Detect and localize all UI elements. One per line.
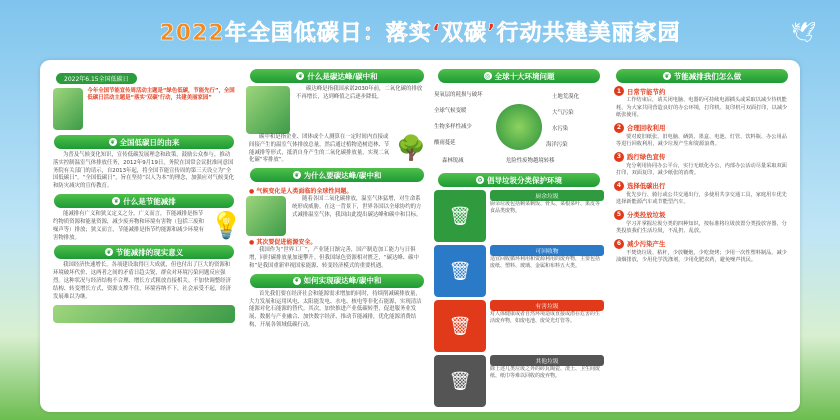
heading-carbon: ❦ 什么是碳达峰/碳中和	[250, 69, 424, 83]
reason-1: ● 气候变化是人类面临的全球性问题。	[249, 188, 353, 196]
issue-item: 大气污染	[552, 110, 574, 116]
issues-diagram	[434, 86, 604, 170]
tree-icon: 🌳	[396, 134, 426, 162]
heading-how: ❦ 如何实现碳达峰/碳中和	[250, 274, 424, 288]
heading-significance: ❦ 节能减排的现实意义	[54, 245, 234, 259]
issue-item: 生物多样性减少	[434, 124, 472, 130]
recycle-icon: ♻	[477, 176, 483, 184]
tip-6: 6 减少污染产生 不焚烧垃圾、秸秆，少放鞭炮，少吃烧烤；少用一次性塑料制品，减少油烟排放，少用化学洗涤剂，少用化肥农药，避免噪声扰民。	[616, 240, 787, 264]
issue-item: 土地荒漠化	[552, 94, 579, 100]
origin-text: 为普及气候变化知识，宣传低碳发展理念和政策，鼓励公众参与，推动落实控制温室气体排放任务，2012年9月19日，务院在国常会议批准同意国务院有关部门的请示，自2013年起，将全国节能宣传周的第三天设立为“全国低碳日”。“全国低碳日”，旨在坚持“以人为本”的理念，加强应对气候变化和防灾减灾的宣传教育。	[53, 152, 235, 190]
page-title: 2022年全国低碳日：落实‘双碳’行动共建美丽家园	[159, 21, 681, 46]
bin-other: 🗑 其他垃圾 除上述几类垃圾之外的砖瓦陶瓷、渣土、卫生间废纸、纸巾等难以回收的废弃物。	[434, 355, 604, 407]
neutral-text: 碳中和是指企业、团体或个人测算在一定时间内直接或间接产生的温室气体排放总量，然后通过植物造树造林、节能减排等形式，抵消自身产生的二氧化碳排放量，实现二氧化碳“零排放”。	[249, 134, 390, 164]
earth-illustration	[53, 88, 83, 130]
issue-item: 全球气候变暖	[434, 108, 467, 114]
theme-intro: 今年全国节能宣传周活动主题是“绿色低碳，节能先行”，全国低碳日活动主题是“落实‘双碳’行动，共建美丽家园”	[87, 88, 235, 102]
city-illustration	[53, 305, 235, 323]
leaf-icon: ❦	[113, 197, 119, 205]
issue-item: 海洋污染	[546, 142, 568, 148]
issue-item: 酸雨蔓延	[434, 140, 456, 146]
issue-item: 森林锐减	[442, 158, 464, 164]
reason-2-text: 我国作为“世界工厂”，产业链日渐完善，国产制造加工能力与日俱增，同时碳排放量加速攀升。但我国绿色资源相对匮乏，“碳达峰、碳中和”是我国重新审视国家能源、转变经济模式的重要机遇。	[249, 247, 419, 269]
tip-2: 2 合理回收利用 要对废旧纸张、旧电脑、硒鼓、墨盒、电池、灯管、饮料瓶、办公用品等进行回收利用，减少垃圾产生和资源浪费。	[616, 124, 787, 148]
heading-sorting: ♻ 倡导垃圾分类保护环境	[438, 173, 600, 187]
leaf-icon: ❦	[294, 171, 300, 179]
leaf-icon: ❦	[106, 248, 112, 256]
column-3	[434, 66, 604, 406]
dove-icon: 🕊	[790, 20, 816, 44]
issue-item: 水污染	[552, 126, 569, 132]
heading-global-issues: ◎ 全球十大环境问题	[438, 69, 600, 83]
peak-text: 碳达峰是指我国承诺2030年前，二氧化碳的排放不再增长，达到峰值之后逐步降低。	[296, 86, 423, 100]
column-2	[246, 66, 428, 406]
leaf-icon: ❦	[109, 138, 116, 146]
leaf-icon: ❦	[297, 72, 303, 80]
heading-energy-saving: ❦ 什么是节能减排	[54, 194, 234, 208]
heading-what-to-do: ❦ 节能减排我们怎么做	[616, 69, 788, 83]
bin-icon: 🗑	[434, 190, 486, 242]
how-text: 首先我们要在经济社会和能源需求增加的同时，持续削减碳排放量，大力发展和运用风电、太阳能发电、水电、核电等非化石能源，实现清洁能源对化石能源的替代。其次，加快推进产业低碳转型，促进服务业发展、数据与产业融合、加快数字经济、推动节能减排，优化能源消费结构，开展各领域低碳行动。	[249, 290, 422, 329]
factory-illustration	[246, 86, 290, 134]
tip-4: 4 选择低碳出行 优先步行、骑行或公共交通出行，多使用共享交通工具，家庭用车优先选择新能源汽车或节能型汽车。	[616, 182, 787, 206]
issue-item: 臭氧层的耗损与破坏	[434, 92, 483, 98]
poster-board	[40, 60, 800, 412]
globe-icon: ◎	[484, 72, 491, 80]
bin-icon: 🗑	[434, 355, 486, 407]
significance-text: 我国经济快速增长，各项建设取得巨大成就，但也付出了巨大的资源和环境破坏代价，这两者之间的矛盾日趋尖锐，群众对环境污染问题反应强烈。这种状况与经济结构不合理、增长方式粗放直接相关。不加快调整经济结构、转变增长方式，资源支撑不住，环境容纳不下，社会承受不起，经济发展难以为继。	[53, 262, 231, 300]
tip-3: 3 践行绿色宣传 充分利用协同办公平台，实行无纸化办公，内部办公活动尽量采取双面打印，双面复印，减少纸张的消费。	[616, 153, 787, 177]
reason-2: ● 其次要促进能源安全。	[249, 239, 317, 247]
reason-1-text: 随着各国二氧化碳排放，温室气体猛增，对生命系统形成威胁。在这一背景下，世界各国以全球协约的方式减排温室气体，我国由此提出碳达峰和碳中和目标。	[292, 196, 422, 218]
earth-icon	[246, 196, 286, 236]
tip-5: 5 分类投放垃圾 学习并掌握垃圾分类的四种知识，按标准将垃圾放置分类投放容器，分类投放我们生活垃圾，不乱扔、乱放。	[616, 211, 787, 235]
leaf-icon: ❦	[294, 277, 300, 285]
issue-item: 危险性废物越境转移	[506, 158, 555, 164]
bulb-icon: 💡	[210, 211, 243, 242]
energy-saving-text: 能减排有广义和狭义定义之分，广义而言，节能减排是指节约物质资源和能量资源，减少废弃物和环境有害物（包括三废和噪声等）排放；狭义而言，节能减排是指节约能源和减少环境有害物排放。	[53, 211, 204, 241]
heading-origin: ❦ 全国低碳日的由来	[54, 135, 234, 149]
date-badge: 2022年6.15全国低碳日	[56, 73, 137, 84]
heading-why: ❦ 为什么要碳达峰/碳中和	[250, 168, 424, 182]
earth-hub-icon	[496, 104, 542, 150]
leaf-icon: ❦	[664, 72, 670, 80]
bin-kitchen: 🗑 厨余垃圾 厨余垃圾包括剩菜剩饭、骨头、菜根菜叶、果皮等食品类废物。	[434, 190, 604, 242]
column-4	[612, 66, 792, 406]
bin-icon: 🗑	[434, 245, 486, 297]
bin-icon: 🗑	[434, 300, 486, 352]
tip-1: 1 日常节能节约 工作结束后，请关闭电脑、电器的可持续电源插头或采取以减少待机能耗，为大家共同营造良好的办公环境，打印机、复印机可双面打印，以减少纸张使用。	[616, 87, 788, 119]
column-1	[50, 66, 243, 406]
bin-hazardous: 🗑 有害垃圾 对人体健康或者自然环境造成直接或潜在危害的生活废弃物，如废电池、废荧光灯管等。	[434, 300, 604, 352]
bin-recyclable: 🗑 可回收物 适宜回收循环利用和资源利用的废弃物，主要包括废纸、塑料、玻璃、金属和布料五大类。	[434, 245, 604, 297]
